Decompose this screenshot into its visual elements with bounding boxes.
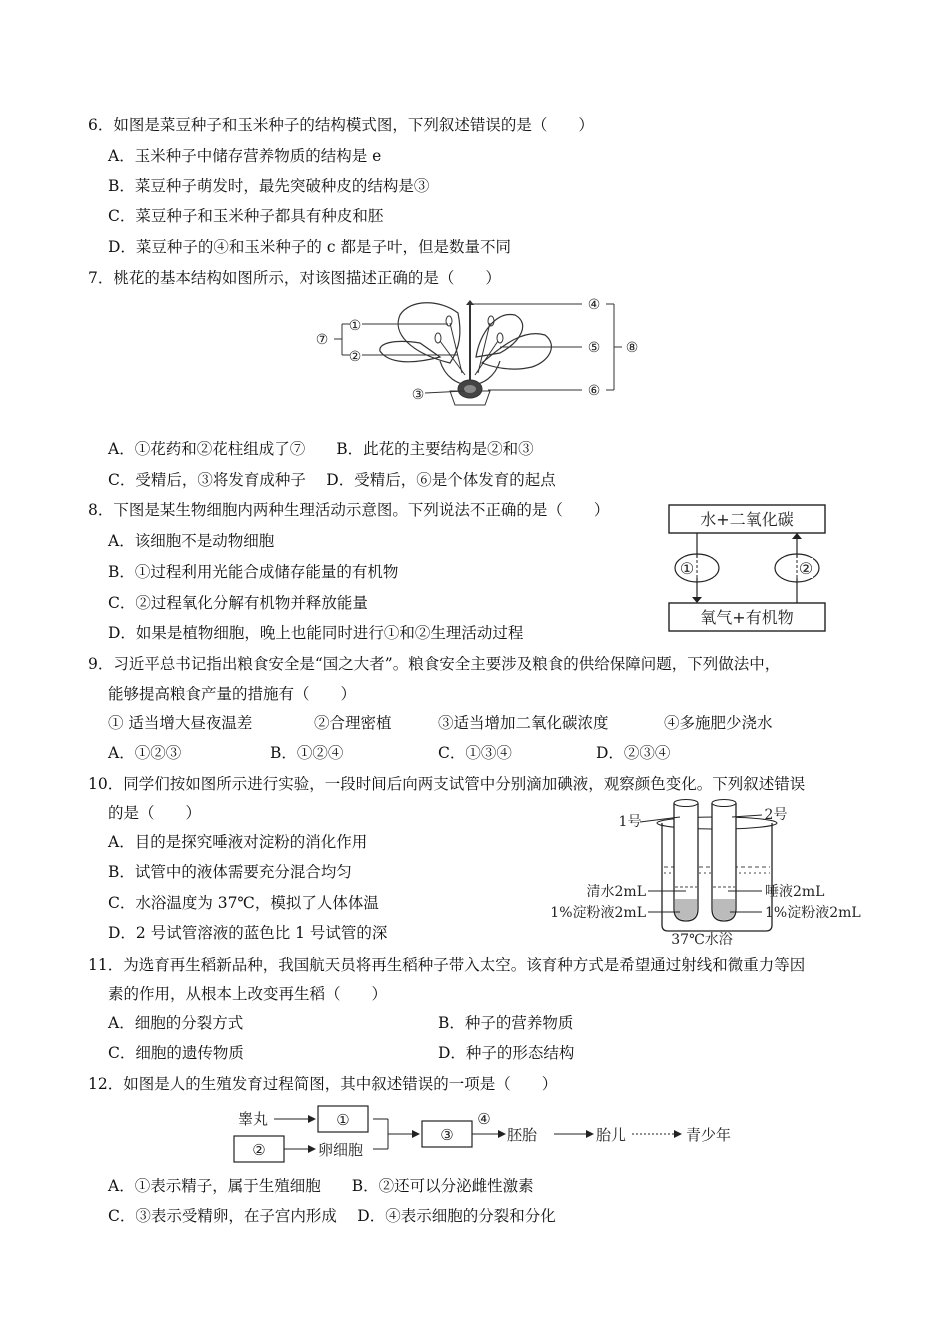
human-reproduction-diagram (228, 1100, 748, 1166)
q6-option-b: B．菜豆种子萌发时，最先突破种皮的结构是③ (108, 177, 430, 195)
testis-label: 睾丸 (238, 1110, 269, 1128)
q7-options-ab: A．①花药和②花柱组成了⑦ B．此花的主要结构是②和③ (108, 440, 534, 458)
saliva-label: 唾液2mL (765, 884, 825, 900)
q7-stem: 7．桃花的基本结构如图所示，对该图描述正确的是（ ） (88, 269, 501, 287)
q6-stem: 6．如图是菜豆种子和玉米种子的结构模式图，下列叙述错误的是（ ） (88, 116, 594, 134)
q8-option-c: C．②过程氧化分解有机物并释放能量 (108, 594, 368, 612)
q9-item-3: ③适当增加二氧化碳浓度 (438, 714, 609, 732)
label-1: ① (348, 318, 362, 334)
q9-item-4: ④多施肥少浇水 (664, 714, 773, 732)
q11-stem-line2: 素的作用，从根本上改变再生稻（ ） (108, 985, 388, 1003)
q8-option-a: A．该细胞不是动物细胞 (108, 532, 275, 550)
peach-flower-diagram (300, 293, 645, 413)
q8-stem: 8．下图是某生物细胞内两种生理活动示意图。下列说法不正确的是（ ） (88, 501, 610, 519)
q11-option-a: A．细胞的分裂方式 (108, 1014, 244, 1032)
label-3: ③ (411, 387, 425, 403)
q10-option-b: B．试管中的液体需要充分混合均匀 (108, 863, 352, 881)
label-7: ⑦ (315, 332, 329, 348)
label-6: ⑥ (587, 383, 601, 399)
q6-option-d: D．菜豆种子的④和玉米种子的 c 都是子叶，但是数量不同 (108, 238, 511, 256)
q12-options-ab: A．①表示精子，属于生殖细胞 B．②还可以分泌雌性激素 (108, 1177, 534, 1195)
q9-option-c: C．①③④ (438, 744, 512, 762)
process-1-label: ① (679, 559, 695, 578)
q6-option-a: A．玉米种子中储存营养物质的结构是 e (108, 147, 382, 165)
test-tube-experiment-diagram (540, 795, 870, 950)
box-1-label: ① (336, 1111, 350, 1129)
q10-option-a: A．目的是探究唾液对淀粉的消化作用 (108, 833, 368, 851)
egg-cell-label: 卵细胞 (318, 1141, 364, 1159)
tube-1-label: 1号 (618, 814, 642, 830)
q10-option-d: D．2 号试管溶液的蓝色比 1 号试管的深 (108, 924, 388, 942)
q6-option-c: C．菜豆种子和玉米种子都具有种皮和胚 (108, 207, 384, 225)
fetus-label: 胎儿 (596, 1126, 627, 1144)
starch-1-label: 1%淀粉液2mL (550, 905, 646, 921)
q10-stem-line2: 的是（ ） (108, 804, 202, 822)
q8-option-d: D．如果是植物细胞，晚上也能同时进行①和②生理活动过程 (108, 624, 524, 642)
q12-options-cd: C．③表示受精卵，在子宫内形成 D．④表示细胞的分裂和分化 (108, 1207, 556, 1225)
q9-stem-line2: 能够提高粮食产量的措施有（ ） (108, 685, 357, 703)
starch-2-label: 1%淀粉液2mL (765, 905, 861, 921)
q9-item-1: ① 适当增大昼夜温差 (108, 714, 253, 732)
water-bath-label: 37℃水浴 (671, 932, 733, 948)
label-2: ② (348, 349, 362, 365)
top-box-label: 水+二氧化碳 (700, 510, 794, 529)
q9-stem-line1: 9．习近平总书记指出粮食安全是“国之大者”。粮食安全主要涉及粮食的供给保障问题，下列做法中， (88, 655, 781, 673)
cell-process-diagram (665, 502, 830, 634)
q9-item-2: ②合理密植 (314, 714, 392, 732)
q7-options-cd: C．受精后，③将发育成种子 D．受精后，⑥是个体发育的起点 (108, 471, 556, 489)
embryo-label: 胚胎 (507, 1126, 538, 1144)
label-5: ⑤ (587, 340, 601, 356)
label-8: ⑧ (625, 340, 639, 356)
process-2-label: ② (798, 559, 814, 578)
q9-option-a: A．①②③ (108, 744, 182, 762)
box-3-label: ③ (440, 1126, 454, 1144)
q12-stem: 12．如图是人的生殖发育过程简图，其中叙述错误的一项是（ ） (88, 1075, 558, 1093)
label-4: ④ (587, 297, 601, 313)
q11-option-d: D．种子的形态结构 (438, 1044, 575, 1062)
step-4-label: ④ (477, 1110, 491, 1128)
q11-option-c: C．细胞的遗传物质 (108, 1044, 244, 1062)
q11-option-b: B．种子的营养物质 (438, 1014, 574, 1032)
q8-option-b: B．①过程利用光能合成储存能量的有机物 (108, 563, 399, 581)
youth-label: 青少年 (686, 1126, 732, 1144)
q11-stem-line1: 11．为选育再生稻新品种，我国航天员将再生稻种子带入太空。该育种方式是希望通过射线和微重力等因 (88, 956, 806, 974)
q10-option-c: C．水浴温度为 37℃，模拟了人体体温 (108, 894, 379, 912)
water-label: 清水2mL (586, 884, 646, 900)
q10-stem-line1: 10．同学们按如图所示进行实验，一段时间后向两支试管中分别滴加碘液，观察颜色变化。下列叙述错误 (88, 775, 806, 793)
box-2-label: ② (252, 1141, 266, 1159)
bottom-box-label: 氧气+有机物 (700, 608, 794, 627)
q9-option-d: D．②③④ (596, 744, 671, 762)
q9-option-b: B．①②④ (270, 744, 344, 762)
tube-2-label: 2号 (764, 807, 788, 823)
